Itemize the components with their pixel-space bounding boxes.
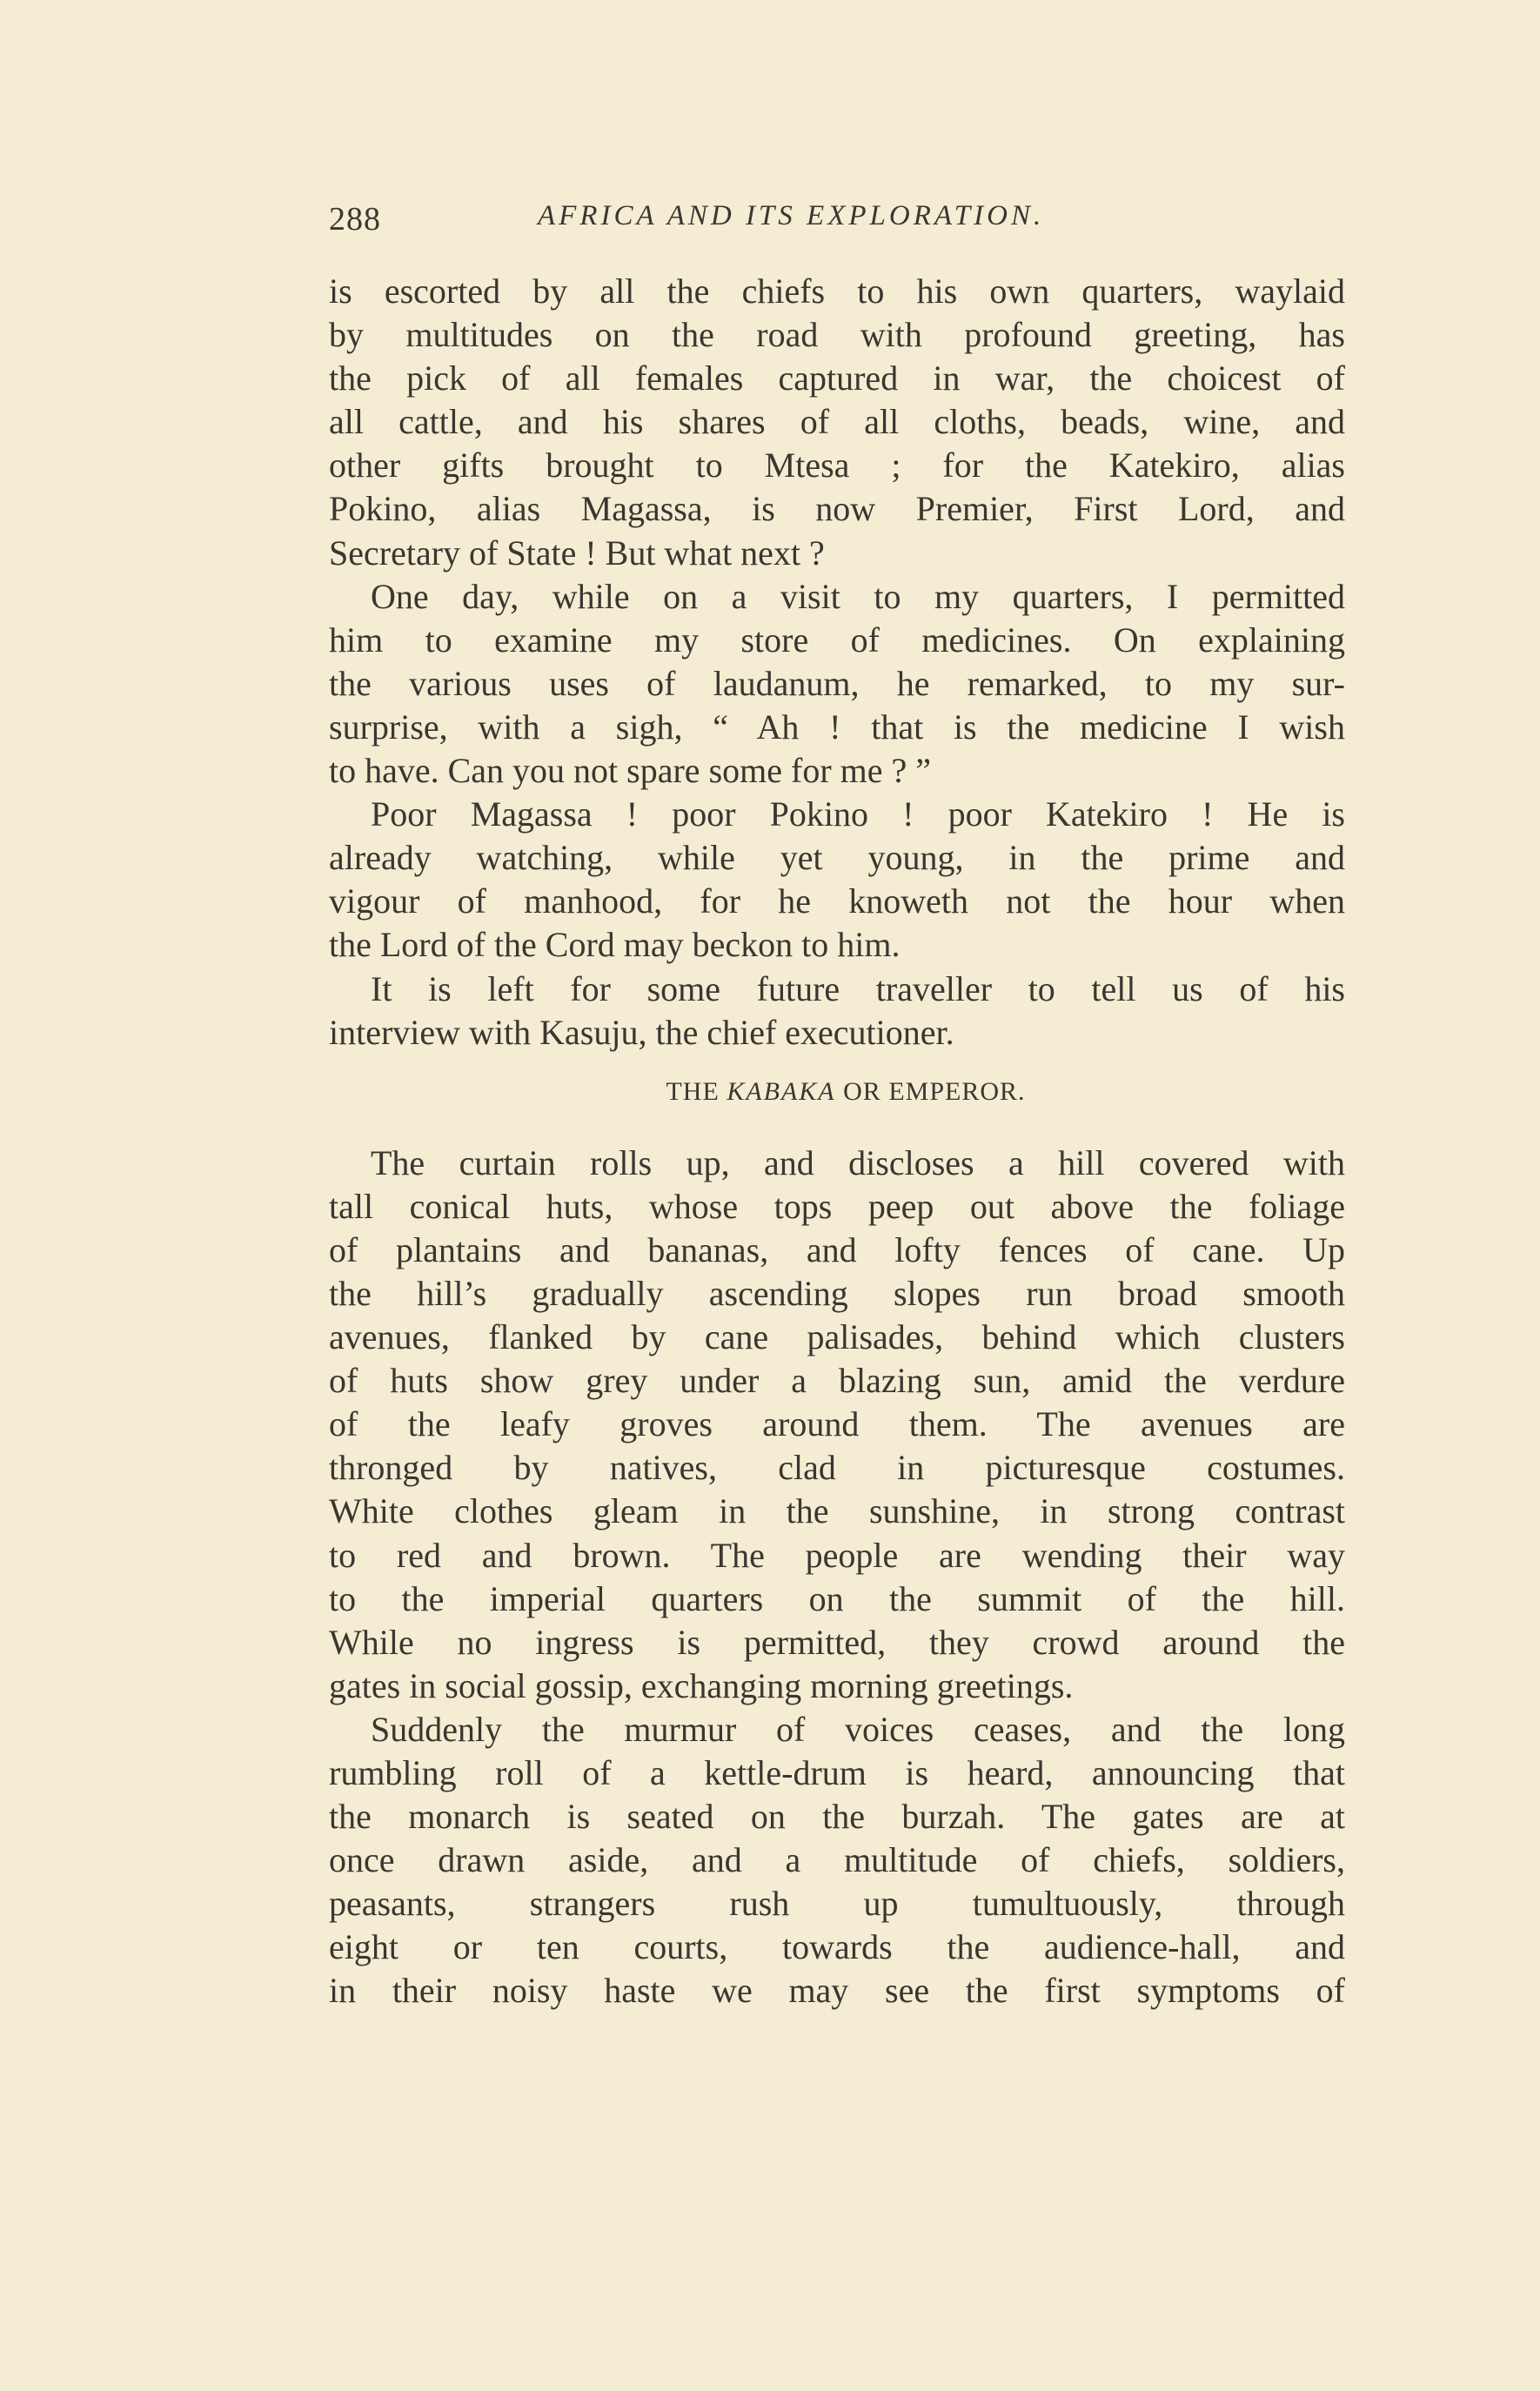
paragraph: [329, 793, 1345, 967]
text-line: interview with Kasuju, the chief executioner.: [329, 1012, 954, 1052]
text-line: already watching, while yet young, in the prime and: [329, 838, 1345, 878]
text-line: gates in social gossip, exchanging morning greetings.: [329, 1665, 1074, 1705]
text-line: surprise, with a sigh, “ Ah ! that is the medicine I wish: [329, 707, 1345, 747]
text-line: rumbling roll of a kettle-drum is heard, announcing that: [329, 1753, 1345, 1792]
text-line: avenues, flanked by cane palisades, behind which clusters: [329, 1317, 1345, 1357]
text-line: peasants, strangers rush up tumultuously, through: [329, 1884, 1345, 1924]
text-line: of huts show grey under a blazing sun, amid the verdure: [329, 1361, 1345, 1401]
text-line: the Lord of the Cord may beckon to him.: [329, 925, 901, 965]
text-line: of the leafy groves around them. The avenues are: [329, 1404, 1345, 1444]
text-line: in their noisy haste we may see the first symptoms of: [329, 1971, 1345, 2011]
text-line: the various uses of laudanum, he remarked, to my sur-: [329, 663, 1345, 703]
text-line: Poor Magassa ! poor Pokino ! poor Katekiro ! He is: [371, 794, 1345, 834]
text-line: of plantains and bananas, and lofty fences of cane. Up: [329, 1229, 1345, 1269]
text-line: by multitudes on the road with profound greeting, has: [329, 315, 1345, 355]
text-line: the hill’s gradually ascending slopes run broad smooth: [329, 1273, 1345, 1313]
text-line: While no ingress is permitted, they crowd around the: [329, 1622, 1345, 1662]
text-line: other gifts brought to Mtesa ; for the Katekiro, alias: [329, 445, 1345, 486]
text-line: to have. Can you not spare some for me ? ”: [329, 751, 932, 791]
text-line: It is left for some future traveller to tell us of his: [371, 968, 1345, 1008]
text-line: all cattle, and his shares of all cloths, beads, wine, and: [329, 402, 1345, 442]
text-line: once drawn aside, and a multitude of chiefs, soldiers,: [329, 1840, 1345, 1880]
text-line: him to examine my store of medicines. On explaining: [329, 620, 1345, 660]
text-line: vigour of manhood, for he knoweth not the hour when: [329, 881, 1345, 921]
text-line: thronged by natives, clad in picturesque costumes.: [329, 1448, 1345, 1488]
text-line: The curtain rolls up, and discloses a hill covered with: [371, 1142, 1345, 1182]
body-text: [329, 270, 1345, 2013]
text-line: to the imperial quarters on the summit of the hill.: [329, 1578, 1345, 1618]
text-line: to red and brown. The people are wending their way: [329, 1535, 1345, 1575]
heading-italic-text: KABAKA: [726, 1076, 836, 1106]
text-line: One day, while on a visit to my quarters, I permitted: [371, 576, 1345, 616]
heading-text: THE: [666, 1076, 720, 1106]
paragraph: [329, 968, 1345, 1055]
running-head: [329, 200, 1345, 252]
text-line: the pick of all females captured in war, the choicest of: [329, 358, 1345, 398]
text-line: tall conical huts, whose tops peep out above the foliage: [329, 1186, 1345, 1226]
paragraph: [329, 270, 1345, 575]
heading-text: OR EMPEROR.: [843, 1076, 1026, 1106]
text-line: Secretary of State ! But what next ?: [329, 532, 825, 573]
text-line: White clothes gleam in the sunshine, in strong contrast: [329, 1491, 1345, 1531]
section-heading: [329, 1070, 1345, 1114]
text-line: Suddenly the murmur of voices ceases, and the long: [371, 1709, 1345, 1749]
running-title: AFRICA AND ITS EXPLORATION.: [538, 200, 1045, 231]
text-line: is escorted by all the chiefs to his own quarters, waylaid: [329, 271, 1345, 311]
text-line: the monarch is seated on the burzah. The gates are at: [329, 1797, 1345, 1837]
text-line: Pokino, alias Magassa, is now Premier, First Lord, and: [329, 489, 1345, 529]
paragraph: [329, 1708, 1345, 2013]
paragraph: [329, 575, 1345, 793]
text-line: eight or ten courts, towards the audience-hall, and: [329, 1927, 1345, 1967]
page-number: 288: [329, 201, 381, 238]
paragraph: [329, 1142, 1345, 1708]
